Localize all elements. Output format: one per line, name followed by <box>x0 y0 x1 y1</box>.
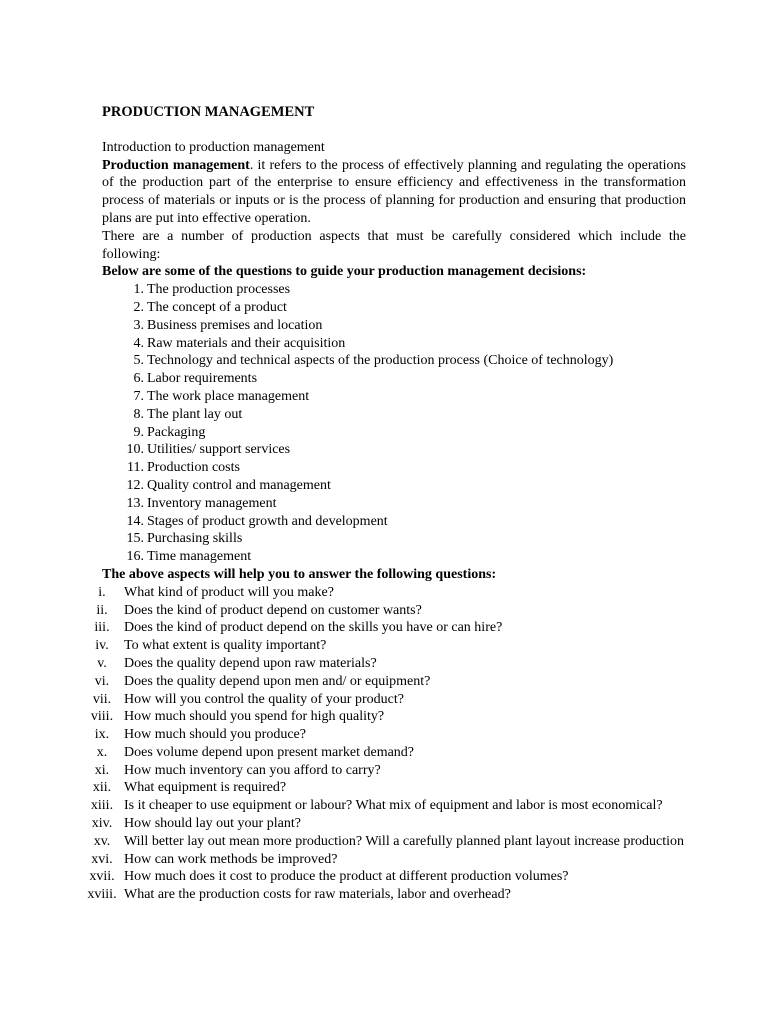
list-item: xv. Will better lay out mean more production? Will a carefully planned plant layout increase production <box>93 833 684 849</box>
list-item: vi. Does the quality depend upon men and/ or equipment? <box>94 673 431 689</box>
list-item: ii. Does the kind of product depend on customer wants? <box>96 602 422 618</box>
document-page <box>87 104 687 904</box>
list-item: xi. How much inventory can you afford to carry? <box>94 762 381 778</box>
list-item: xviii. What are the production costs for raw materials, labor and overhead? <box>87 887 511 903</box>
list-item: vii. How will you control the quality of your product? <box>92 691 404 707</box>
list-item: 13. Inventory management <box>126 495 277 511</box>
list-item: xvi. How can work methods be improved? <box>91 851 338 867</box>
questions-list <box>87 584 686 904</box>
list-item: v. Does the quality depend upon raw materials? <box>97 655 377 671</box>
list-item: xiv. How should lay out your plant? <box>91 816 301 832</box>
aspects-intro: There are a number of production aspects that must be carefully considered which include the following: <box>102 228 686 262</box>
questions-heading: Below are some of the questions to guide your production management decisions: <box>102 264 587 280</box>
list-item: 11. Production costs <box>127 460 240 476</box>
list-item: xvii. How much does it cost to produce the product at different production volumes? <box>89 869 569 885</box>
list-item: 5. Technology and technical aspects of the production process (Choice of technology) <box>133 353 614 369</box>
aspects-list <box>102 281 686 566</box>
list-item: 9. Packaging <box>133 424 206 440</box>
list-item: xii. What equipment is required? <box>92 780 287 796</box>
list-item: 6. Labor requirements <box>133 371 258 387</box>
list-item: 1. The production processes <box>133 282 291 298</box>
document-title: PRODUCTION MANAGEMENT <box>102 104 315 120</box>
intro-heading: Introduction to production management <box>102 139 325 155</box>
list-item: 7. The work place management <box>133 388 310 404</box>
list-item: 12. Quality control and management <box>126 477 331 493</box>
definition-text: . it refers to the process of effectively planning and regulating the operations of the production part of the enterprise to ensure efficiency and effectiveness in the transformation process of materials or inputs or is the process of planning for production and ensuring that production plans are put into effective operation. <box>102 157 687 226</box>
list-item: 16. Time management <box>126 549 252 565</box>
list-item: viii. How much should you spend for high quality? <box>90 709 385 725</box>
list-item: 2. The concept of a product <box>133 299 287 315</box>
list-item: iv. To what extent is quality important? <box>95 638 327 654</box>
list-item: 10. Utilities/ support services <box>126 442 291 458</box>
answers-heading: The above aspects will help you to answer the following questions: <box>102 566 497 582</box>
list-item: i. What kind of product will you make? <box>98 584 334 600</box>
list-item: ix. How much should you produce? <box>94 727 306 743</box>
list-item: xiii. Is it cheaper to use equipment or labour? What mix of equipment and labor is most economical? <box>90 798 663 814</box>
list-item: 4. Raw materials and their acquisition <box>133 335 346 351</box>
list-item: 8. The plant lay out <box>133 406 243 422</box>
list-item: x. Does volume depend upon present market demand? <box>96 744 415 760</box>
list-item: 3. Business premises and location <box>133 317 323 333</box>
list-item: iii. Does the kind of product depend on the skills you have or can hire? <box>94 620 503 636</box>
definition-term: Production management <box>102 157 250 173</box>
list-item: 14. Stages of product growth and development <box>126 513 388 529</box>
list-item: 15. Purchasing skills <box>126 531 243 547</box>
definition-paragraph <box>102 157 686 228</box>
